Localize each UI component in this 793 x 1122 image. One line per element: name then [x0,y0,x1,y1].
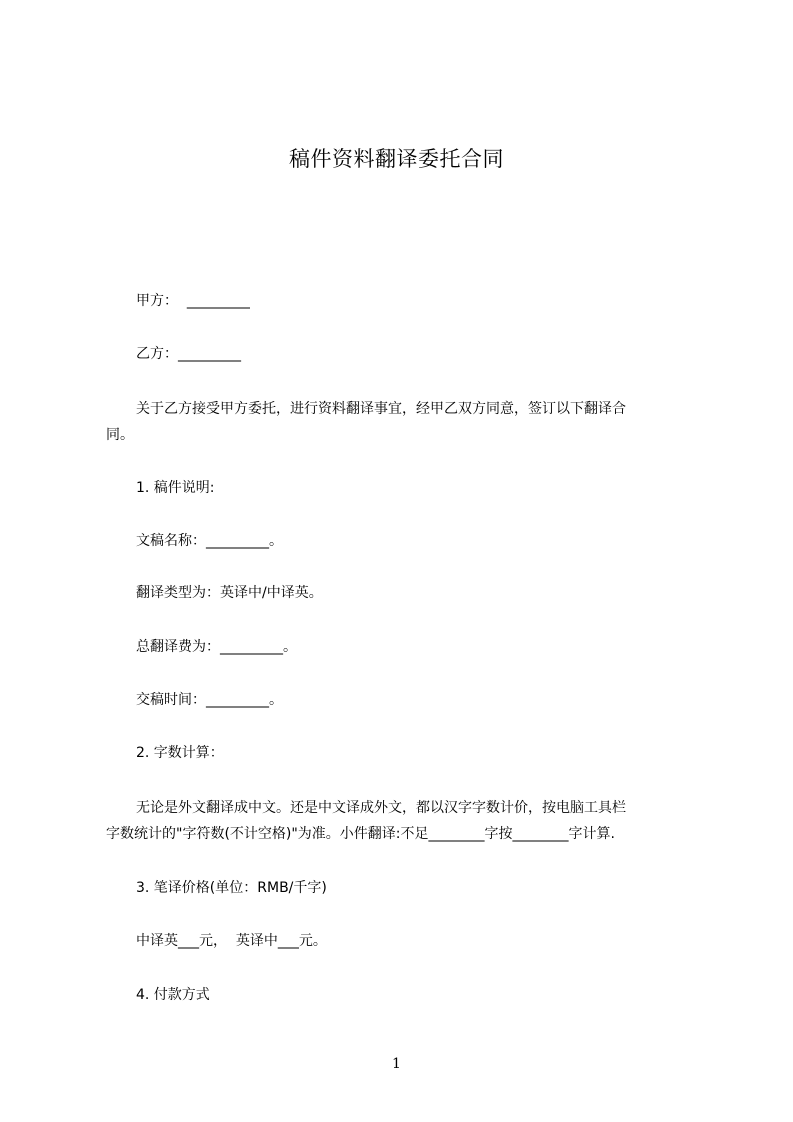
section-2-heading: 2. 字数计算： [136,745,224,761]
total-fee-line: 总翻译费为：_________。 [136,639,297,655]
section-4-heading: 4. 付款方式 [136,987,210,1003]
section-3-heading: 3. 笔译价格(单位：RMB/千字) [136,880,327,896]
word-count-paragraph [106,795,706,847]
price-line: 中译英___元， 英译中___元。 [136,933,327,949]
word-count-line-1: 无论是外文翻译成中文。还是中文译成外文，都以汉字字数计价，按电脑工具栏 [136,800,626,816]
intro-line-2: 同。 [106,427,134,443]
party-a-line: 甲方： _________ [136,293,250,309]
document-title: 稿件资料翻译委托合同 [289,147,504,171]
delivery-time-line: 交稿时间：_________。 [136,692,283,708]
word-count-line-2: 字数统计的"字符数(不计空格)"为准。小件翻译:不足________字按________字计算. [106,826,615,842]
intro-line-1: 关于乙方接受甲方委托，进行资料翻译事宜，经甲乙双方同意，签订以下翻译合 [136,401,626,417]
section-1-heading: 1. 稿件说明: [136,480,215,496]
party-b-line: 乙方：_________ [136,346,241,362]
doc-name-line: 文稿名称：_________。 [136,533,283,549]
page-number: 1 [392,1056,401,1072]
translation-type-line: 翻译类型为：英译中/中译英。 [136,585,323,601]
intro-paragraph [106,396,706,448]
